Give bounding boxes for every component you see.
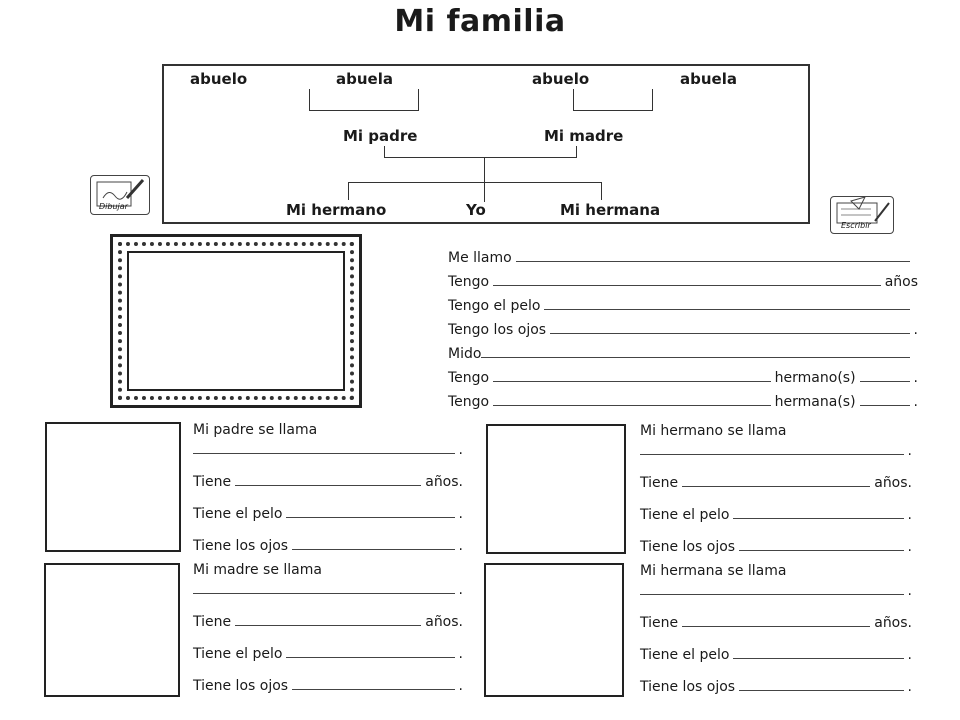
mother-name-field[interactable] [193, 593, 455, 594]
brother-name-label: Mi hermano se llama [640, 423, 787, 439]
father-eyes-field[interactable] [292, 549, 454, 550]
father-age-field[interactable] [235, 485, 421, 486]
mother-hair-period: . [458, 646, 463, 662]
tree-father: Mi padre [343, 127, 418, 145]
brother-hair-label: Tiene el pelo [640, 507, 730, 523]
sister-age-label: Tiene [640, 615, 679, 631]
tree-line [573, 89, 574, 111]
about-sisters-label: Tengo [448, 394, 490, 410]
sister-age-suffix: años. [874, 615, 912, 631]
about-name-field[interactable] [516, 261, 910, 262]
father-eyes-period: . [458, 538, 463, 554]
father-age-label: Tiene [193, 474, 232, 490]
father-age-suffix: años. [425, 474, 463, 490]
mother-age-field[interactable] [235, 625, 421, 626]
about-brothers-field[interactable] [493, 381, 771, 382]
tree-line [384, 157, 577, 158]
father-name-label: Mi padre se llama [193, 422, 318, 438]
about-height-label: Mido [448, 346, 482, 362]
tree-line [601, 182, 602, 200]
sister-age-field[interactable] [682, 626, 870, 627]
family-tree [162, 64, 810, 224]
sister-eyes-field[interactable] [739, 690, 903, 691]
draw-icon [90, 175, 150, 215]
tree-line [576, 146, 577, 158]
about-sisters-row [448, 386, 918, 410]
sister-hair-label: Tiene el pelo [640, 647, 730, 663]
father-hair-row [193, 490, 463, 522]
father-hair-label: Tiene el pelo [193, 506, 283, 522]
brother-name-field[interactable] [640, 454, 904, 455]
mother-age-row [193, 598, 463, 630]
sister-eyes-label: Tiene los ojos [640, 679, 736, 695]
tree-line [348, 182, 349, 200]
brother-eyes-period: . [907, 539, 912, 555]
brother-age-row [640, 459, 912, 491]
brother-age-label: Tiene [640, 475, 679, 491]
self-portrait-drawing-area[interactable] [127, 251, 345, 391]
mother-card [193, 560, 463, 694]
about-brothers-suffix: hermano(s) [774, 370, 856, 386]
tree-grandfather-paternal: abuelo [190, 70, 248, 88]
father-eyes-label: Tiene los ojos [193, 538, 289, 554]
brother-card [640, 421, 912, 555]
about-age-row [448, 266, 918, 290]
about-height-field[interactable] [481, 357, 910, 358]
brother-age-field[interactable] [682, 486, 870, 487]
about-hair-label: Tengo el pelo [448, 298, 541, 314]
sister-eyes-row [640, 663, 912, 695]
mother-hair-field[interactable] [286, 657, 454, 658]
draw-icon-label: Dibujar [99, 202, 128, 211]
father-eyes-row [193, 522, 463, 554]
about-eyes-row [448, 314, 918, 338]
tree-grandmother-maternal: abuela [680, 70, 737, 88]
brother-name-row [640, 439, 912, 459]
father-name-period: . [458, 442, 463, 458]
mother-eyes-period: . [458, 678, 463, 694]
tree-line [573, 110, 653, 111]
tree-line [484, 157, 485, 202]
page-title: Mi familia [394, 4, 566, 39]
mother-eyes-row [193, 662, 463, 694]
father-name-field[interactable] [193, 453, 455, 454]
mother-age-suffix: años. [425, 614, 463, 630]
tree-line [652, 89, 653, 111]
about-sisters-period: . [913, 394, 918, 410]
brother-hair-field[interactable] [733, 518, 903, 519]
mother-hair-label: Tiene el pelo [193, 646, 283, 662]
mother-hair-row [193, 630, 463, 662]
tree-line [309, 110, 419, 111]
sister-hair-period: . [907, 647, 912, 663]
brother-hair-row [640, 491, 912, 523]
tree-mother: Mi madre [544, 127, 624, 145]
tree-me: Yo [466, 201, 486, 219]
mother-photo-box[interactable] [44, 563, 180, 697]
about-name-label: Me llamo [448, 250, 512, 266]
mother-name-row [193, 578, 463, 598]
tree-line [348, 182, 602, 183]
brother-name-period: . [907, 443, 912, 459]
about-sisters-suffix: hermana(s) [774, 394, 856, 410]
about-eyes-period: . [913, 322, 918, 338]
sister-hair-field[interactable] [733, 658, 903, 659]
about-hair-field[interactable] [544, 309, 910, 310]
father-photo-box[interactable] [45, 422, 181, 552]
about-me-section [448, 242, 918, 410]
tree-brother: Mi hermano [286, 201, 387, 219]
tree-grandmother-paternal: abuela [336, 70, 393, 88]
sister-hair-row [640, 631, 912, 663]
father-age-row [193, 458, 463, 490]
self-portrait-frame[interactable] [110, 234, 362, 408]
about-brothers-period: . [913, 370, 918, 386]
mother-name-period: . [458, 582, 463, 598]
about-name-row [448, 242, 918, 266]
sister-name-label: Mi hermana se llama [640, 563, 787, 579]
about-eyes-label: Tengo los ojos [448, 322, 547, 338]
mother-age-label: Tiene [193, 614, 232, 630]
write-icon [830, 196, 894, 234]
about-age-suffix: años [884, 274, 918, 290]
sister-name-field[interactable] [640, 594, 904, 595]
tree-grandfather-maternal: abuelo [532, 70, 590, 88]
father-hair-field[interactable] [286, 517, 454, 518]
tree-line [418, 89, 419, 111]
brother-eyes-label: Tiene los ojos [640, 539, 736, 555]
about-brothers-row [448, 362, 918, 386]
about-height-row [448, 338, 918, 362]
write-icon-label: Escribir [841, 221, 871, 230]
brother-eyes-row [640, 523, 912, 555]
mother-eyes-label: Tiene los ojos [193, 678, 289, 694]
brother-age-suffix: años. [874, 475, 912, 491]
about-brothers-count-field[interactable] [860, 381, 910, 382]
about-sisters-count-field[interactable] [860, 405, 910, 406]
sister-photo-box[interactable] [484, 563, 624, 697]
brother-photo-box[interactable] [486, 424, 626, 554]
father-card [193, 420, 463, 554]
brother-eyes-field[interactable] [739, 550, 903, 551]
father-hair-period: . [458, 506, 463, 522]
about-sisters-field[interactable] [493, 405, 771, 406]
about-eyes-field[interactable] [550, 333, 909, 334]
about-brothers-label: Tengo [448, 370, 490, 386]
sister-card [640, 561, 912, 695]
about-age-label: Tengo [448, 274, 490, 290]
about-age-field[interactable] [493, 285, 881, 286]
sister-name-row [640, 579, 912, 599]
sister-name-period: . [907, 583, 912, 599]
tree-line [309, 89, 310, 111]
sister-age-row [640, 599, 912, 631]
tree-sister: Mi hermana [560, 201, 661, 219]
father-name-row [193, 438, 463, 458]
sister-eyes-period: . [907, 679, 912, 695]
about-hair-row [448, 290, 918, 314]
brother-hair-period: . [907, 507, 912, 523]
mother-eyes-field[interactable] [292, 689, 454, 690]
mother-name-label: Mi madre se llama [193, 562, 322, 578]
